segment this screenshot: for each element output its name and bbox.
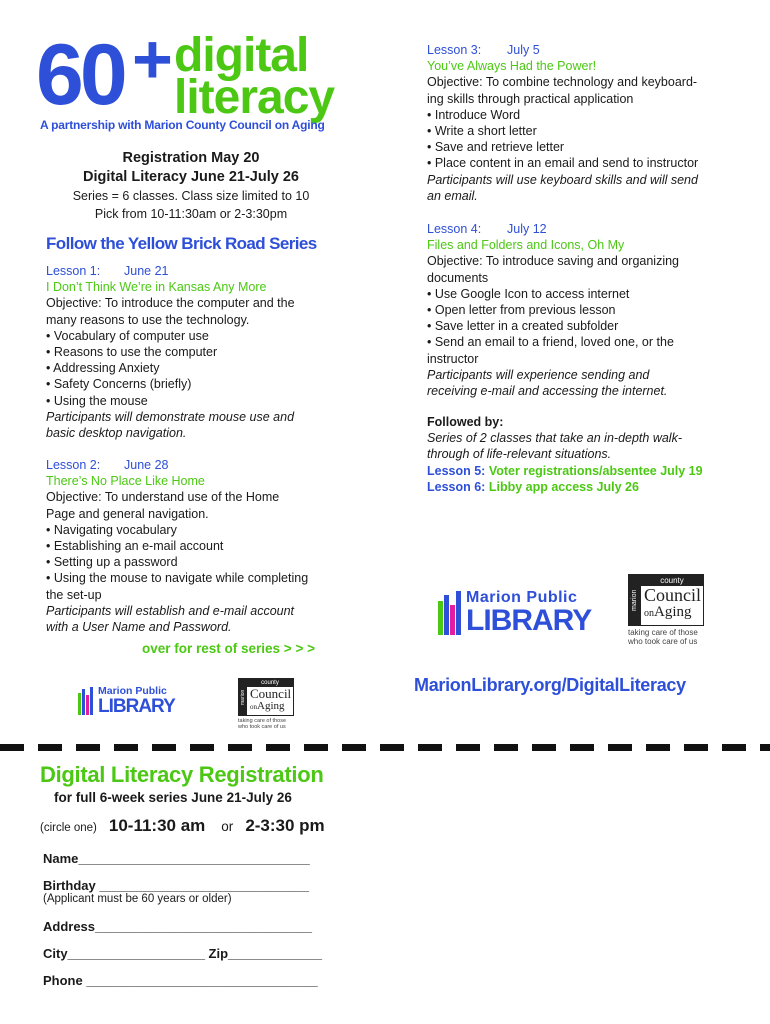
council-top-label: county (247, 679, 293, 687)
council-logo-small (238, 678, 294, 716)
lesson-number: Lesson 4: (427, 222, 482, 236)
lesson-date: June 21 (124, 264, 169, 278)
or-label: or (221, 819, 234, 834)
lesson-bullet: • Establishing an e-mail account (46, 539, 224, 554)
lesson-5-number: Lesson 5: (427, 463, 486, 478)
logo-tagline: A partnership with Marion County Council on Aging (40, 118, 325, 132)
lesson-title: You’ve Always Had the Power! (427, 59, 597, 74)
logo-word-digital: digital (174, 29, 309, 82)
library-bars-icon (438, 591, 461, 635)
council-side-label: marion (629, 575, 641, 625)
lesson-date: June 28 (124, 458, 169, 472)
council-logo-large (628, 574, 704, 626)
logo-number: 60 (36, 27, 124, 123)
lesson-objective: Objective: To introduce saving and organizing (427, 254, 680, 269)
council-on: on (250, 703, 257, 711)
lesson-header (427, 221, 737, 237)
city-zip-field[interactable]: City___________________ Zip_____________ (43, 946, 323, 961)
birthday-note: (Applicant must be 60 years or older) (43, 893, 232, 905)
time-options: Pick from 10-11:30am or 2-3:30pm (94, 207, 288, 221)
lesson-outcome: receiving e-mail and accessing the internet. (427, 384, 668, 399)
logo-word-literacy: literacy (174, 71, 335, 124)
time-choice-row (40, 816, 325, 836)
lesson-objective: Objective: To combine technology and keyboard- (427, 75, 698, 90)
lesson-5-text: Voter registrations/absentee July 19 (488, 463, 703, 478)
lesson-date: July 12 (507, 222, 547, 236)
council-footer-large (628, 629, 698, 647)
lesson-outcome: Participants will use keyboard skills and will send (427, 172, 698, 187)
lesson-header (46, 263, 346, 279)
council-footer-small (238, 718, 286, 730)
lesson-number: Lesson 2: (46, 458, 101, 472)
lesson-bullet: • Save and retrieve letter (427, 140, 565, 155)
lesson-header (427, 42, 737, 58)
lesson-bullet: • Addressing Anxiety (46, 361, 160, 376)
lesson-bullet: • Save letter in a created subfolder (427, 319, 619, 334)
council-side-label: marion (239, 679, 247, 715)
lesson-objective: Objective: To understand use of the Home (46, 490, 280, 505)
lesson-number: Lesson 3: (427, 43, 482, 57)
lesson-objective: ing skills through practical application (427, 91, 634, 106)
lesson-bullet: • Vocabulary of computer use (46, 328, 209, 343)
followed-by-desc: through of life-relevant situations. (427, 447, 612, 462)
lesson-bullet: • Introduce Word (427, 107, 521, 122)
lesson-outcome: Participants will experience sending and (427, 367, 650, 382)
lesson-6-text: Libby app access July 26 (488, 479, 639, 494)
lesson-outcome: an email. (427, 188, 478, 203)
lesson-3 (427, 42, 737, 204)
registration-form-subtitle: for full 6-week series June 21-July 26 (54, 790, 292, 805)
library-logo-small (78, 686, 175, 716)
council-top-label: county (641, 575, 703, 586)
registration-form-title: Digital Literacy Registration (40, 762, 324, 787)
series-heading: Follow the Yellow Brick Road Series (46, 234, 317, 253)
lesson-bullet: • Send an email to a friend, loved one, or the (427, 335, 674, 350)
lesson-bullet: • Place content in an email and send to instructor (427, 156, 699, 171)
over-for-rest-note: over for rest of series > > > (142, 641, 315, 656)
lesson-objective: documents (427, 270, 489, 285)
birthday-field[interactable]: Birthday _____________________________ (43, 878, 310, 893)
followed-by-desc: Series of 2 classes that take an in-depth walk- (427, 431, 682, 446)
lesson-bullet: • Open letter from previous lesson (427, 303, 616, 318)
circle-one-instruction: (circle one) (40, 822, 97, 834)
lesson-bullet: • Using the mouse (46, 393, 148, 408)
council-foot-line1: taking care of those (238, 718, 287, 724)
library-name-line2: LIBRARY (98, 695, 175, 717)
council-foot-line2: who took care of us (238, 724, 286, 731)
lesson-objective: Page and general navigation. (46, 506, 209, 521)
lesson-bullet: • Reasons to use the computer (46, 345, 218, 360)
lesson-title: I Don’t Think We’re in Kansas Any More (46, 280, 267, 295)
library-name-line2: LIBRARY (466, 604, 592, 637)
library-name-line1: Marion Public (466, 589, 578, 606)
cut-line (0, 743, 770, 752)
lesson-bullet: instructor (427, 351, 479, 366)
lesson-date: July 5 (507, 43, 540, 57)
lesson-bullet: • Using the mouse to navigate while completing (46, 571, 309, 586)
council-word: Council (644, 585, 701, 605)
lesson-title: There’s No Place Like Home (46, 474, 205, 489)
lesson-2 (46, 457, 346, 635)
lesson-bullet: • Use Google Icon to access internet (427, 286, 630, 301)
council-aging: Aging (257, 700, 285, 712)
council-word: Council (250, 686, 292, 701)
program-dates: Digital Literacy June 21-July 26 (83, 169, 299, 185)
lesson-objective: Objective: To introduce the computer and the (46, 296, 295, 311)
lesson-bullet: • Write a short letter (427, 124, 537, 139)
library-name-line1: Marion Public (98, 685, 167, 697)
logo-plus: + (132, 20, 173, 98)
lesson-header (46, 457, 346, 473)
library-logo-large (438, 590, 591, 636)
website-url[interactable]: MarionLibrary.org/DigitalLiteracy (414, 675, 686, 695)
address-field[interactable]: Address______________________________ (43, 919, 312, 934)
lesson-bullet: • Setting up a password (46, 555, 178, 570)
registration-date: Registration May 20 (122, 150, 260, 166)
council-on: on (644, 608, 654, 619)
library-bars-icon (78, 687, 93, 715)
council-aging: Aging (654, 604, 692, 620)
name-field[interactable]: Name________________________________ (43, 851, 310, 866)
lesson-bullet: the set-up (46, 587, 102, 602)
time-option-afternoon[interactable]: 2-3:30 pm (245, 816, 325, 835)
lesson-outcome: Participants will establish and e-mail account (46, 603, 295, 618)
lesson-bullet: • Safety Concerns (briefly) (46, 377, 192, 392)
council-foot-line1: taking care of those (628, 628, 698, 637)
lesson-outcome: Participants will demonstrate mouse use and (46, 409, 295, 424)
lesson-objective: many reasons to use the technology. (46, 312, 250, 327)
lesson-bullet: • Navigating vocabulary (46, 522, 177, 537)
lesson-6-number: Lesson 6: (427, 479, 486, 494)
lesson-outcome: with a User Name and Password. (46, 620, 232, 635)
followed-by-label: Followed by: (427, 415, 504, 429)
series-info: Series = 6 classes. Class size limited to 10 (72, 189, 310, 203)
lesson-number: Lesson 1: (46, 264, 101, 278)
lesson-title: Files and Folders and Icons, Oh My (427, 238, 625, 253)
lesson-outcome: basic desktop navigation. (46, 426, 187, 441)
digital-literacy-logo (36, 20, 366, 140)
phone-field[interactable]: Phone ________________________________ (43, 973, 318, 988)
lesson-4 (427, 221, 737, 399)
lesson-1 (46, 263, 346, 441)
time-option-morning[interactable]: 10-11:30 am (108, 816, 206, 835)
council-foot-line2: who took care of us (628, 636, 698, 646)
followed-by-section (427, 414, 737, 495)
